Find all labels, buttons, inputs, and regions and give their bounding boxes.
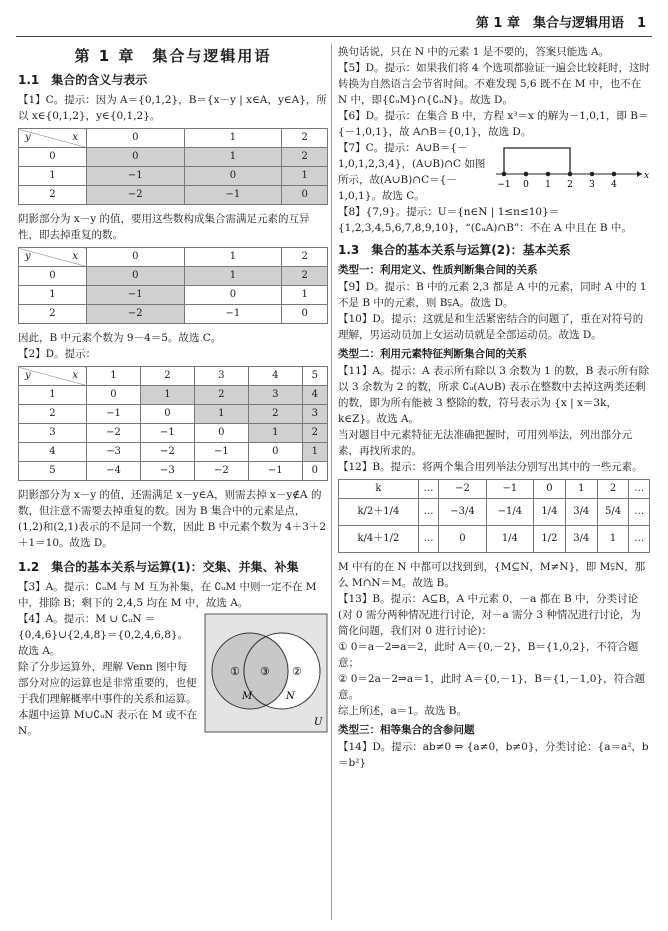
table-cell: 0 <box>194 424 248 443</box>
answer-3: 【3】A。提示：∁ᵤM 与 M 互为补集，在 ∁ᵤM 中则一定不在 M 中，排除 B；剩下的 2,4,5 均在 M 中，故选 A。 <box>18 581 317 609</box>
note-2: 因此，B 中元素个数为 9－4＝5。故选 C。 <box>18 332 222 344</box>
table-cell: 1/2 <box>534 526 566 553</box>
tick-label: 1 <box>545 180 551 190</box>
number-line-tick <box>502 172 507 177</box>
table-cell: 0 <box>86 267 184 286</box>
corner-y-label: y <box>25 251 31 262</box>
table-corner <box>19 248 87 267</box>
table-row <box>339 480 650 499</box>
table-row <box>19 462 328 481</box>
answer-13: 【13】B。提示：A⊆B，A 中元素 0，－a 都在 B 中，分类讨论(对 0 需分两种情况进行讨论，对－a 需分 3 种情况进行讨论，为简化问题，我们对 0 进行讨论)： <box>338 593 641 637</box>
table-cell: 1 <box>248 424 302 443</box>
table-cell: 1 <box>302 443 327 462</box>
table-cell: −2 <box>86 186 184 205</box>
table-cell: k/4＋1/2 <box>339 526 419 553</box>
row-header: 1 <box>19 167 87 186</box>
table-cell: … <box>629 480 650 499</box>
column-header: 1 <box>184 129 282 148</box>
answer-11-note: 当对题目中元素特征无法准确把握时，可用列举法，列出部分元素，再找所求的。 <box>338 429 632 457</box>
table-cell: −4 <box>86 462 140 481</box>
section-1-1-title: 1.1 集合的含义与表示 <box>18 73 148 87</box>
table-corner <box>19 129 87 148</box>
table-row <box>339 526 650 553</box>
tick-label: 4 <box>611 180 617 190</box>
column-header: 0 <box>86 129 184 148</box>
column-header: 0 <box>86 248 184 267</box>
tick-label: −1 <box>497 180 511 190</box>
table-cell: −1 <box>194 443 248 462</box>
table-4 <box>338 479 650 553</box>
column-header: 3 <box>194 367 248 386</box>
answer-7: 【7】C。提示：A∪B＝{－1,0,1,2,3,4}，(A∪B)∩C 如图所示，故(A∪B)∩C＝{－1,0,1}。故选 C。 <box>338 142 486 202</box>
column-header: 1 <box>184 248 282 267</box>
table-cell: 1 <box>565 480 597 499</box>
table-cell: 0 <box>534 480 566 499</box>
table-1 <box>18 128 328 205</box>
row-header: 2 <box>19 305 87 324</box>
type-3-heading: 类型三：相等集合的含参问题 <box>338 724 475 736</box>
table-cell: 1 <box>282 167 328 186</box>
table-cell: 2 <box>282 148 328 167</box>
table-cell: 2 <box>248 405 302 424</box>
section-1-2-title: 1.2 集合的基本关系与运算(1)：交集、并集、补集 <box>18 560 299 574</box>
answer-12-conclusion: M 中有的在 N 中都可以找到到，{M⊆N，M≠N}，即 M⫋N，那么 M∩N＝M。故选 B。 <box>338 561 646 589</box>
table-row <box>19 386 328 405</box>
table-cell: 0 <box>140 405 194 424</box>
venn-label-r3: ③ <box>260 665 270 678</box>
table-cell: −3/4 <box>439 499 486 526</box>
table-cell: 0 <box>439 526 486 553</box>
table-cell: 0 <box>86 386 140 405</box>
tick-label: 3 <box>589 180 595 190</box>
table-cell: 0 <box>282 186 328 205</box>
section-1-3-title: 1.3 集合的基本关系与运算(2)：基本关系 <box>338 243 571 257</box>
table-cell: −2 <box>86 305 184 324</box>
table-row <box>19 424 328 443</box>
corner-y-label: y <box>25 370 31 381</box>
table-cell: −3 <box>86 443 140 462</box>
table-cell: … <box>418 526 438 553</box>
table-row <box>19 148 328 167</box>
column-header: 4 <box>248 367 302 386</box>
corner-x-label: x <box>72 370 78 381</box>
answer-13-summary: 综上所述，a＝1。故选 B。 <box>338 705 467 717</box>
table-cell: −1 <box>86 286 184 305</box>
table-cell: 1 <box>282 286 328 305</box>
table-cell: 3/4 <box>565 526 597 553</box>
table-row <box>19 405 328 424</box>
table-cell: … <box>629 499 650 526</box>
table-row <box>19 167 328 186</box>
answer-1: 【1】C。提示：因为 A＝{0,1,2}，B＝{x－y | x∈A，y∈A}，所以 x∈{0,1,2}，y∈{0,1,2}。 <box>18 94 327 122</box>
table-row <box>19 443 328 462</box>
answer-13-case-1: ① 0＝a－2⇒a＝2，此时 A＝{0,－2}，B＝{1,0,2}，不符合题意； <box>338 641 639 669</box>
table-row <box>19 305 328 324</box>
tick-label: 2 <box>567 180 573 190</box>
right-column <box>338 44 650 771</box>
number-line-tick <box>524 172 529 177</box>
table-cell: 3/4 <box>565 499 597 526</box>
table-cell: … <box>418 480 438 499</box>
answer-4-continued: 换句话说，只在 N 中的元素 1 是不要的，答案只能选 A。 <box>338 46 610 58</box>
row-header: 4 <box>19 443 87 462</box>
table-cell: 1 <box>597 526 629 553</box>
venn-label-r2: ② <box>292 665 302 678</box>
table-cell: −2 <box>86 424 140 443</box>
number-line-tick <box>568 172 573 177</box>
answer-4-explanation: 除了分步运算外，理解 Venn 图中每部分对应的运算也是非常重要的，也便于我们理解概率中事件的关系和运算。本题中运算 M∪∁ᵤN 表示在 M 或不在 N。 <box>18 661 198 737</box>
column-header: 1 <box>86 367 140 386</box>
table-cell: k <box>339 480 419 499</box>
table-cell: k/2＋1/4 <box>339 499 419 526</box>
number-line <box>494 140 650 192</box>
table-cell: −1 <box>86 405 140 424</box>
row-header: 3 <box>19 424 87 443</box>
venn-diagram <box>204 613 328 733</box>
table-cell: 2 <box>282 267 328 286</box>
running-header: 第 1 章 集合与逻辑用语 1 <box>475 16 646 31</box>
table-cell: −1 <box>86 167 184 186</box>
table-cell: 0 <box>282 305 328 324</box>
table-cell: −1 <box>184 186 282 205</box>
table-cell: 1 <box>184 267 282 286</box>
answer-14: 【14】D。提示：ab≠0 ⇒ {a≠0，b≠0}，分类讨论：{a＝a²，b＝b²} <box>338 741 649 769</box>
table-cell: 4 <box>302 386 327 405</box>
number-line-tick <box>612 172 617 177</box>
table-cell: 3 <box>248 386 302 405</box>
table-3 <box>18 366 328 481</box>
type-1-heading: 类型一：利用定义、性质判断集合间的关系 <box>338 264 538 276</box>
row-header: 5 <box>19 462 87 481</box>
table-cell: … <box>629 526 650 553</box>
table-row <box>339 499 650 526</box>
answer-4: 【4】A。提示：M ∪ ∁ᵤN ＝ {0,4,6}∪{2,4,8}＝{0,2,4,6,8}。故选 A。 <box>18 613 189 657</box>
table-cell: 1 <box>194 405 248 424</box>
table-cell: 0 <box>302 462 327 481</box>
table-cell: 0 <box>184 167 282 186</box>
answer-12: 【12】B。提示：将两个集合用列举法分别写出其中的一些元素。 <box>338 461 643 473</box>
tick-label: 0 <box>523 180 529 190</box>
table-cell: −1 <box>140 424 194 443</box>
column-header: 2 <box>282 129 328 148</box>
table-cell: 1/4 <box>534 499 566 526</box>
answer-2: 【2】D。提示： <box>18 348 97 360</box>
table-2 <box>18 247 328 324</box>
table-cell: 0 <box>184 286 282 305</box>
note-3: 阴影部分为 x－y 的值，还需满足 x－y∈A，则需去掉 x－y∉A 的数，但注意不需要去掉重复的数。因为 B 集合中的元素是点，(1,2)和(2,1)表示的不是同一个数，因此 B 中元素个数为 4＋3＋2＋1＝10。故选 D。 <box>18 489 327 549</box>
number-line-arrow <box>637 171 642 177</box>
note-1: 阴影部分为 x－y 的值，要用这些数构成集合需满足元素的互异性，即去掉重复的数。 <box>18 213 310 241</box>
answer-6: 【6】D。提示：在集合 B 中，方程 x³＝x 的解为－1,0,1，即 B＝{－1,0,1}，故 A∩B＝{0,1}，故选 D。 <box>338 110 649 138</box>
table-row <box>19 186 328 205</box>
table-cell: −3 <box>140 462 194 481</box>
number-line-tick <box>546 172 551 177</box>
table-cell: 1 <box>184 148 282 167</box>
column-header: 2 <box>140 367 194 386</box>
row-header: 0 <box>19 267 87 286</box>
answer-5: 【5】D。提示：如果我们将 4 个选项都验证一遍会比较耗时，这时转换为自然语言会节省时间。不难发现 5,6 既不在 M 中，也不在 N 中，即{∁ᵤM}∩{∁ᵤN}。故选 D。 <box>338 62 650 106</box>
table-cell: … <box>418 499 438 526</box>
corner-x-label: x <box>72 251 78 262</box>
table-cell: −2 <box>194 462 248 481</box>
row-header: 1 <box>19 386 87 405</box>
table-cell: 2 <box>302 424 327 443</box>
answer-8: 【8】{7,9}。提示：U＝{n∈N | 1≤n≤10}＝{1,2,3,4,5,6,7,8,9,10}，“(∁ᵤA)∩B”：不在 A 中且在 B 中。 <box>338 206 632 234</box>
table-cell: −2 <box>439 480 486 499</box>
table-cell: 3 <box>302 405 327 424</box>
answer-10: 【10】D。提示：这就是和生活紧密结合的问题了，重在对符号的理解，男运动员加上女运动员就是全部运动员。故选 D。 <box>338 313 644 341</box>
table-cell: −1/4 <box>486 499 533 526</box>
table-cell: 0 <box>248 443 302 462</box>
column-header: 2 <box>282 248 328 267</box>
table-cell: 1 <box>140 386 194 405</box>
column-header: 5 <box>302 367 327 386</box>
row-header: 1 <box>19 286 87 305</box>
answer-11: 【11】A。提示：A 表示所有除以 3 余数为 1 的数，B 表示所有除以 3 余数为 2 的数，所求 ∁ᵤ(A∪B) 表示在整数中去掉这两类还剩的数，即为所有能被 3 整除的数，符号表示为 {x | x＝3k，k∈Z}。故选 A。 <box>338 365 650 425</box>
answer-9: 【9】D。提示：B 中的元素 2,3 都是 A 中的元素，同时 A 中的 1 不是 B 中的元素，则 B⫋A。故选 D。 <box>338 281 647 309</box>
venn-label-u: U <box>314 717 323 728</box>
venn-label-m: M <box>242 691 253 702</box>
venn-label-n: N <box>286 691 295 702</box>
table-cell: 2 <box>194 386 248 405</box>
table-cell: 1/4 <box>486 526 533 553</box>
table-cell: 0 <box>86 148 184 167</box>
column-divider <box>331 44 332 920</box>
row-header: 2 <box>19 186 87 205</box>
table-row <box>19 267 328 286</box>
row-header: 0 <box>19 148 87 167</box>
type-2-heading: 类型二：利用元素特征判断集合间的关系 <box>338 348 527 360</box>
table-cell: −1 <box>248 462 302 481</box>
table-corner <box>19 367 87 386</box>
row-header: 2 <box>19 405 87 424</box>
table-cell: −2 <box>140 443 194 462</box>
header-rule <box>16 36 652 37</box>
corner-x-label: x <box>72 132 78 143</box>
table-cell: −1 <box>486 480 533 499</box>
table-cell: 5/4 <box>597 499 629 526</box>
venn-label-r1: ① <box>230 665 240 678</box>
corner-y-label: y <box>25 132 31 143</box>
interval-bracket <box>504 148 570 174</box>
table-cell: 2 <box>597 480 629 499</box>
table-cell: −1 <box>184 305 282 324</box>
number-line-tick <box>590 172 595 177</box>
axis-label: x <box>644 171 650 181</box>
left-column <box>18 44 328 739</box>
chapter-title: 第 1 章 集合与逻辑用语 <box>74 47 272 65</box>
answer-13-case-2: ② 0＝2a－2⇒a＝1，此时 A＝{0,－1}，B＝{1,－1,0}，符合题意。 <box>338 673 646 701</box>
table-row <box>19 286 328 305</box>
